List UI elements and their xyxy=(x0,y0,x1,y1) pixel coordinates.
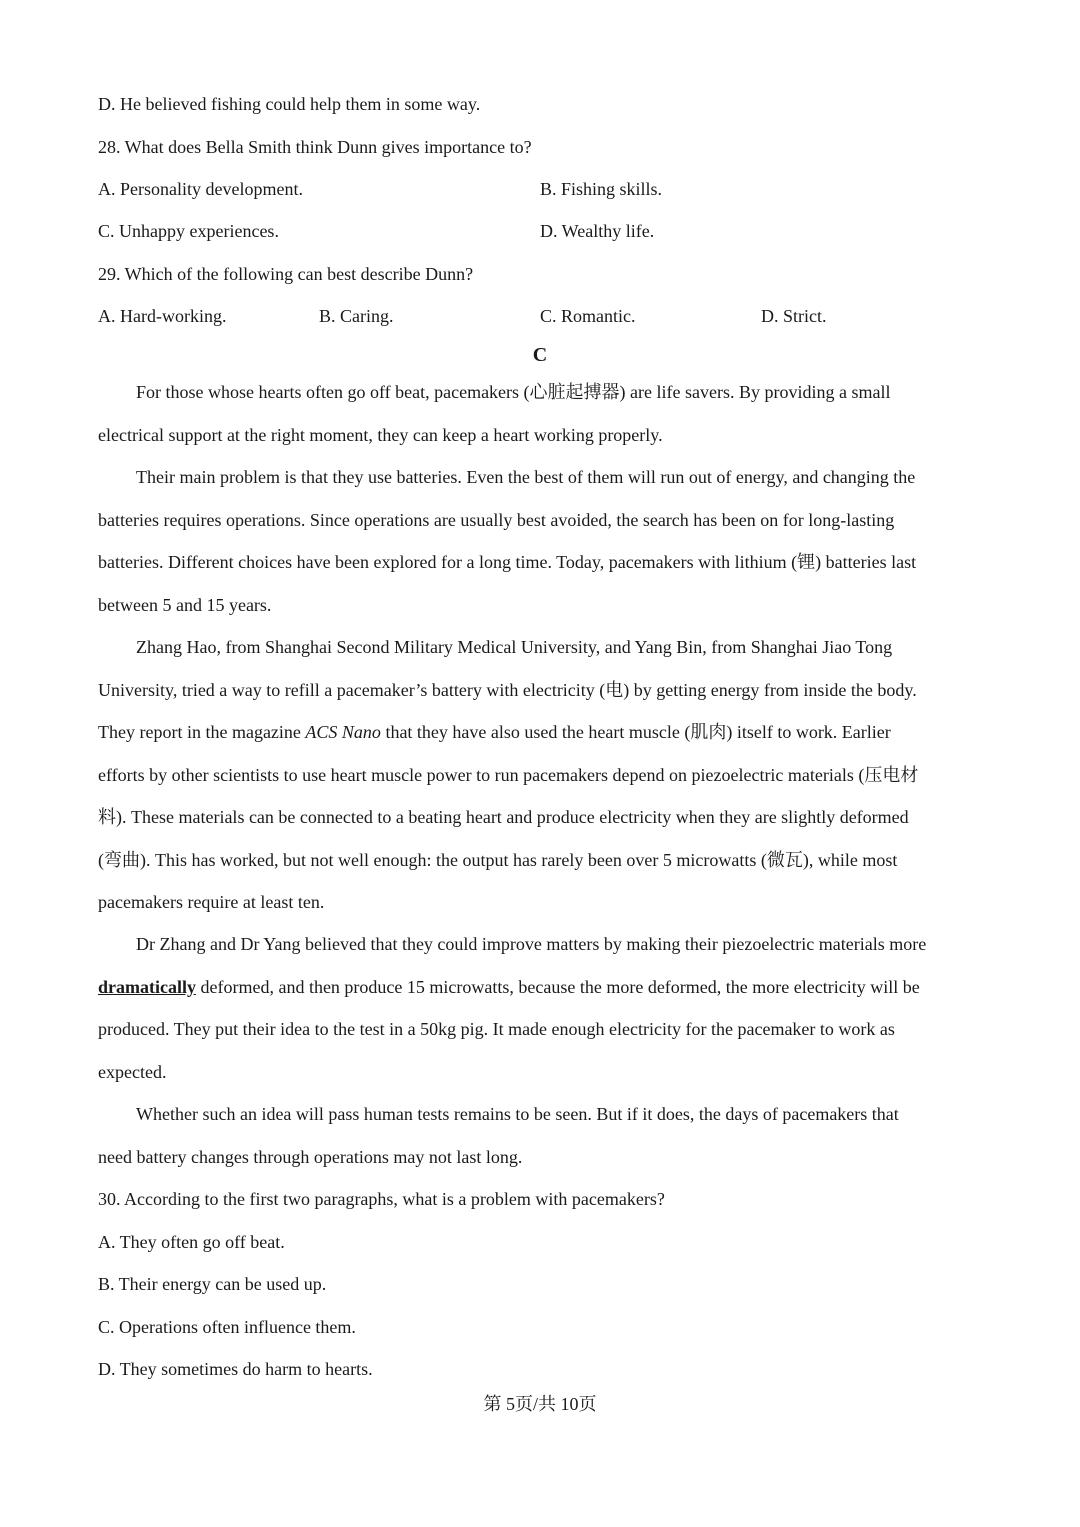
q30-option-d: D. They sometimes do harm to hearts. xyxy=(98,1359,373,1379)
passage-line xyxy=(98,976,920,998)
passage-line: Whether such an idea will pass human tests remains to be seen. But if it does, the days of pacemakers that xyxy=(136,1104,899,1124)
q28-option-c: C. Unhappy experiences. xyxy=(98,221,279,241)
q30-question: 30. According to the first two paragraphs, what is a problem with pacemakers? xyxy=(98,1189,665,1209)
q29-question: 29. Which of the following can best describe Dunn? xyxy=(98,264,474,284)
passage-line: For those whose hearts often go off beat, pacemakers (心脏起搏器) are life savers. By providing a small xyxy=(136,382,891,402)
passage-line: between 5 and 15 years. xyxy=(98,595,272,615)
q30-option-b: B. Their energy can be used up. xyxy=(98,1274,327,1294)
text-segment: deformed, and then produce 15 microwatts, because the more deformed, the more electricity will be xyxy=(195,977,920,997)
page-number: 第 5页/共 10页 xyxy=(483,1394,597,1414)
passage-line: batteries. Different choices have been explored for a long time. Today, pacemakers with lithium (锂) batteries last xyxy=(98,552,917,572)
q29-option-b: B. Caring. xyxy=(319,306,394,326)
text-segment: They report in the magazine xyxy=(98,722,306,742)
passage-line: expected. xyxy=(98,1062,167,1082)
q30-option-a: A. They often go off beat. xyxy=(98,1232,285,1252)
text-segment: that they have also used the heart muscle (肌肉) itself to work. Earlier xyxy=(380,722,891,742)
passage-line: need battery changes through operations may not last long. xyxy=(98,1147,523,1167)
q27-option-d: D. He believed fishing could help them in some way. xyxy=(98,94,481,114)
passage-line: Dr Zhang and Dr Yang believed that they could improve matters by making their piezoelectric materials more xyxy=(136,934,927,954)
q29-option-c: C. Romantic. xyxy=(540,306,636,326)
q29-option-d: D. Strict. xyxy=(761,306,827,326)
magazine-title: ACS Nano xyxy=(305,722,381,742)
passage-line: University, tried a way to refill a pacemaker’s battery with electricity (电) by getting energy from inside the body. xyxy=(98,680,917,700)
q28-option-a: A. Personality development. xyxy=(98,179,303,199)
section-heading: C xyxy=(532,344,548,366)
passage-line: produced. They put their idea to the test in a 50kg pig. It made enough electricity for the pacemaker to work as xyxy=(98,1019,895,1039)
passage-line: Their main problem is that they use batteries. Even the best of them will run out of energy, and changing the xyxy=(136,467,916,487)
passage-line: Zhang Hao, from Shanghai Second Military Medical University, and Yang Bin, from Shanghai Jiao Tong xyxy=(136,637,893,657)
underlined-word: dramatically xyxy=(98,977,196,997)
passage-line: pacemakers require at least ten. xyxy=(98,892,325,912)
q28-option-b: B. Fishing skills. xyxy=(540,179,663,199)
passage-line xyxy=(98,721,891,743)
q28-question: 28. What does Bella Smith think Dunn gives importance to? xyxy=(98,137,532,157)
q30-option-c: C. Operations often influence them. xyxy=(98,1317,356,1337)
passage-line: (弯曲). This has worked, but not well enough: the output has rarely been over 5 microwatts (微瓦), while most xyxy=(98,850,898,870)
passage-line: batteries requires operations. Since operations are usually best avoided, the search has been on for long-lasting xyxy=(98,510,895,530)
q29-option-a: A. Hard-working. xyxy=(98,306,227,326)
passage-line: electrical support at the right moment, they can keep a heart working properly. xyxy=(98,425,663,445)
q28-option-d: D. Wealthy life. xyxy=(540,221,655,241)
passage-line: efforts by other scientists to use heart muscle power to run pacemakers depend on piezoelectric materials (压电材 xyxy=(98,765,919,785)
passage-line: 料). These materials can be connected to a beating heart and produce electricity when they are slightly deformed xyxy=(98,807,909,827)
